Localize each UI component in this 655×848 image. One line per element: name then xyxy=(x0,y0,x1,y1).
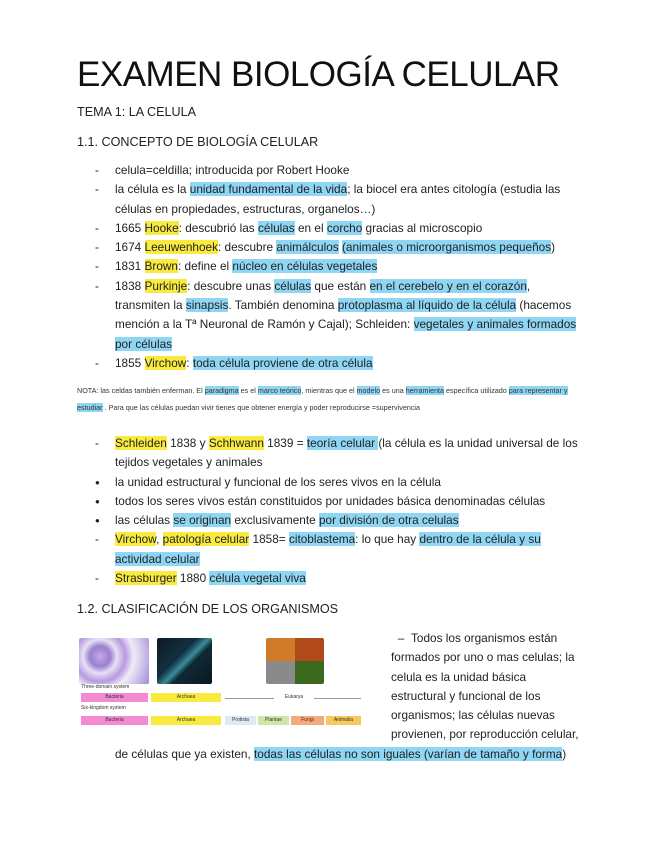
highlight-name: patología celular xyxy=(162,532,250,547)
highlight-text: animálculos xyxy=(276,240,339,255)
highlight-text: herramienta xyxy=(405,386,445,395)
archaea-photo xyxy=(157,638,212,684)
highlight-text: células xyxy=(257,220,295,235)
highlight-name: Schhwann xyxy=(208,436,264,450)
highlight-text: paradigma xyxy=(204,386,239,395)
highlight-text: citoblastema xyxy=(288,532,356,547)
list-item xyxy=(95,354,585,373)
highlight-text: célula vegetal viva xyxy=(209,571,306,586)
history-list xyxy=(95,161,585,373)
text-run: 1665 xyxy=(115,220,145,235)
list-item xyxy=(95,530,585,569)
text-run: . Para que las células puedan vivir tienes que obtener energía y poder reproducirse =supervivencia xyxy=(102,402,421,412)
text-run: : descubrió las xyxy=(178,220,258,235)
classification-figure xyxy=(79,636,362,736)
domain-archaea: Archaea xyxy=(151,693,221,702)
highlight-text: marco teórico xyxy=(257,386,302,395)
text-run: ) xyxy=(551,240,556,255)
eukarya-photo xyxy=(266,638,324,684)
highlight-text: (animales o microorganismos pequeños xyxy=(341,240,552,255)
text-run: . También denomina xyxy=(228,298,338,313)
highlight-name: Virchow xyxy=(115,532,157,547)
text-run: exclusivamente xyxy=(231,513,319,528)
text-run: específica utilizado xyxy=(444,386,509,395)
dash-bullet: - xyxy=(95,182,99,197)
text-run: (la célula es la unidad universal de los tejidos vegetales y animales xyxy=(115,436,578,470)
text-run: gracias al microscopio xyxy=(362,220,483,235)
text-run: , transmiten la xyxy=(115,278,531,313)
text-run: celula=celdilla; introducida por Robert Hooke xyxy=(115,163,350,177)
text-run: que están xyxy=(311,278,370,293)
dash-bullet: - xyxy=(95,259,99,274)
highlight-text: células xyxy=(274,278,312,293)
highlight-name: Virchow xyxy=(144,355,187,370)
list-item xyxy=(95,238,585,257)
text-run: 1880 xyxy=(176,571,210,586)
text-run: 1855 xyxy=(115,355,145,370)
highlight-text: vegetales y animales formados por células xyxy=(115,317,577,351)
kingdom-fungi: Fungi xyxy=(291,716,324,725)
highlight-text: todas las células no son iguales (varían de tamaño y forma xyxy=(254,747,563,761)
kingdom-archaea: Archaea xyxy=(151,716,221,725)
dot-bullet: ● xyxy=(95,516,100,526)
page-title: EXAMEN BIOLOGÍA CELULAR xyxy=(77,55,560,94)
text-run: 1838 y xyxy=(166,436,209,450)
text-run: : xyxy=(186,355,193,370)
highlight-name: Purkinje xyxy=(144,278,188,293)
highlight-text: para representar y estudiar xyxy=(77,386,568,412)
dash-bullet: - xyxy=(95,163,99,177)
list-item xyxy=(95,492,585,511)
text-run: en el xyxy=(294,220,327,235)
text-run: : descubre xyxy=(218,240,277,255)
highlight-text: núcleo en células vegetales xyxy=(232,259,378,274)
text-run: la unidad estructural y funcional de los seres vivos en la célula xyxy=(115,474,441,489)
highlight-text: protoplasma al líquido de la célula xyxy=(337,298,517,313)
highlight-text: se originan xyxy=(173,513,232,528)
dot-bullet: ● xyxy=(95,496,100,506)
classification-continuation xyxy=(115,745,585,764)
text-run: NOTA: las celdas también enferman. El xyxy=(77,386,205,395)
list-item xyxy=(95,511,585,530)
dot-bullet: ● xyxy=(95,477,100,487)
kingdom-plantae: Plantae xyxy=(258,716,289,725)
dash-bullet: - xyxy=(95,532,99,547)
list-item xyxy=(95,219,585,238)
topic-heading: TEMA 1: LA CELULA xyxy=(77,105,196,119)
dash-bullet: – xyxy=(397,631,405,645)
six-kingdom-label: Six-kingdom system xyxy=(81,705,126,711)
highlight-text: en el cerebelo y en el corazón xyxy=(369,278,527,293)
text-run: todos los seres vivos están constituidos por unidades básica denominadas células xyxy=(115,493,546,508)
list-item xyxy=(95,161,585,180)
text-run: 1858= xyxy=(249,532,289,547)
text-run: : lo que hay xyxy=(355,532,420,547)
kingdom-bacteria: Bacteria xyxy=(81,716,148,725)
highlight-name: Leeuwenhoek xyxy=(144,240,218,255)
theory-list xyxy=(95,434,585,588)
note-paragraph xyxy=(77,383,582,416)
list-item xyxy=(95,257,585,276)
list-item xyxy=(95,434,585,473)
kingdom-animalia: Animalia xyxy=(326,716,361,725)
domain-bacteria: Bacteria xyxy=(81,693,148,702)
dash-bullet: - xyxy=(95,436,99,450)
highlight-name: Hooke xyxy=(144,220,179,235)
text-run: es el xyxy=(238,386,258,395)
highlight-text: dentro de la célula y su actividad celular xyxy=(115,532,541,566)
text-run: : descubre unas xyxy=(187,278,275,293)
list-item xyxy=(95,473,585,492)
kingdom-protista: Protista xyxy=(225,716,256,725)
section-heading-2: 1.2. CLASIFICACIÓN DE LOS ORGANISMOS xyxy=(77,602,339,616)
text-run: las células xyxy=(115,513,174,528)
text-run: es una xyxy=(380,386,406,395)
dash-bullet: - xyxy=(95,240,99,255)
highlight-name: Schleiden xyxy=(115,436,167,450)
highlight-text: unidad fundamental de la vida xyxy=(189,182,348,197)
highlight-text: corcho xyxy=(326,220,363,235)
dash-bullet: - xyxy=(95,355,99,370)
highlight-text: toda célula proviene de otra célula xyxy=(192,355,373,370)
classification-paragraph xyxy=(371,629,581,745)
dash-bullet: - xyxy=(95,220,99,235)
text-run: Todos los organismos están formados por uno o mas celulas; la celula es la unidad básica estructural y funcional de los organismos; las células nuevas provienen, por reproducción celular, xyxy=(391,631,579,742)
text-run: 1838 xyxy=(115,278,145,293)
highlight-text: sinapsis xyxy=(185,298,229,313)
text-run: ) xyxy=(562,747,567,761)
text-run: 1839 = xyxy=(263,436,307,450)
text-run: la célula es la xyxy=(115,182,190,197)
text-run: 1831 xyxy=(115,259,145,274)
highlight-text: por división de otra celulas xyxy=(318,513,459,528)
highlight-name: Strasburger xyxy=(115,571,177,586)
text-run: de células que ya existen, xyxy=(115,747,255,761)
text-run: 1674 xyxy=(115,240,145,255)
classification-text xyxy=(371,629,581,745)
text-run: : define el xyxy=(177,259,233,274)
text-run: ; la biocel era antes citología (estudia las células en propiedades, estructuras, organelos…) xyxy=(115,182,561,216)
list-item xyxy=(95,277,585,354)
section-heading-1: 1.1. CONCEPTO DE BIOLOGÍA CELULAR xyxy=(77,135,319,149)
bacteria-photo xyxy=(79,638,149,684)
dash-bullet: - xyxy=(95,278,99,293)
highlight-text: teoría celular xyxy=(306,436,379,450)
classification-sentence xyxy=(391,631,579,741)
dash-bullet: - xyxy=(95,571,99,586)
list-item xyxy=(95,180,585,219)
three-domain-label: Three-domain system xyxy=(81,684,130,690)
text-run: (hacemos mención a la Tª Neuronal de Ramón y Cajal); Schleiden: xyxy=(115,298,572,332)
domain-eukarya: Eukarya xyxy=(274,693,314,702)
highlight-name: Brown xyxy=(144,259,178,274)
highlight-text: modelo xyxy=(356,386,381,395)
text-run: , mientras que el xyxy=(301,386,357,395)
text-run: , xyxy=(156,532,163,547)
list-item xyxy=(95,569,585,588)
